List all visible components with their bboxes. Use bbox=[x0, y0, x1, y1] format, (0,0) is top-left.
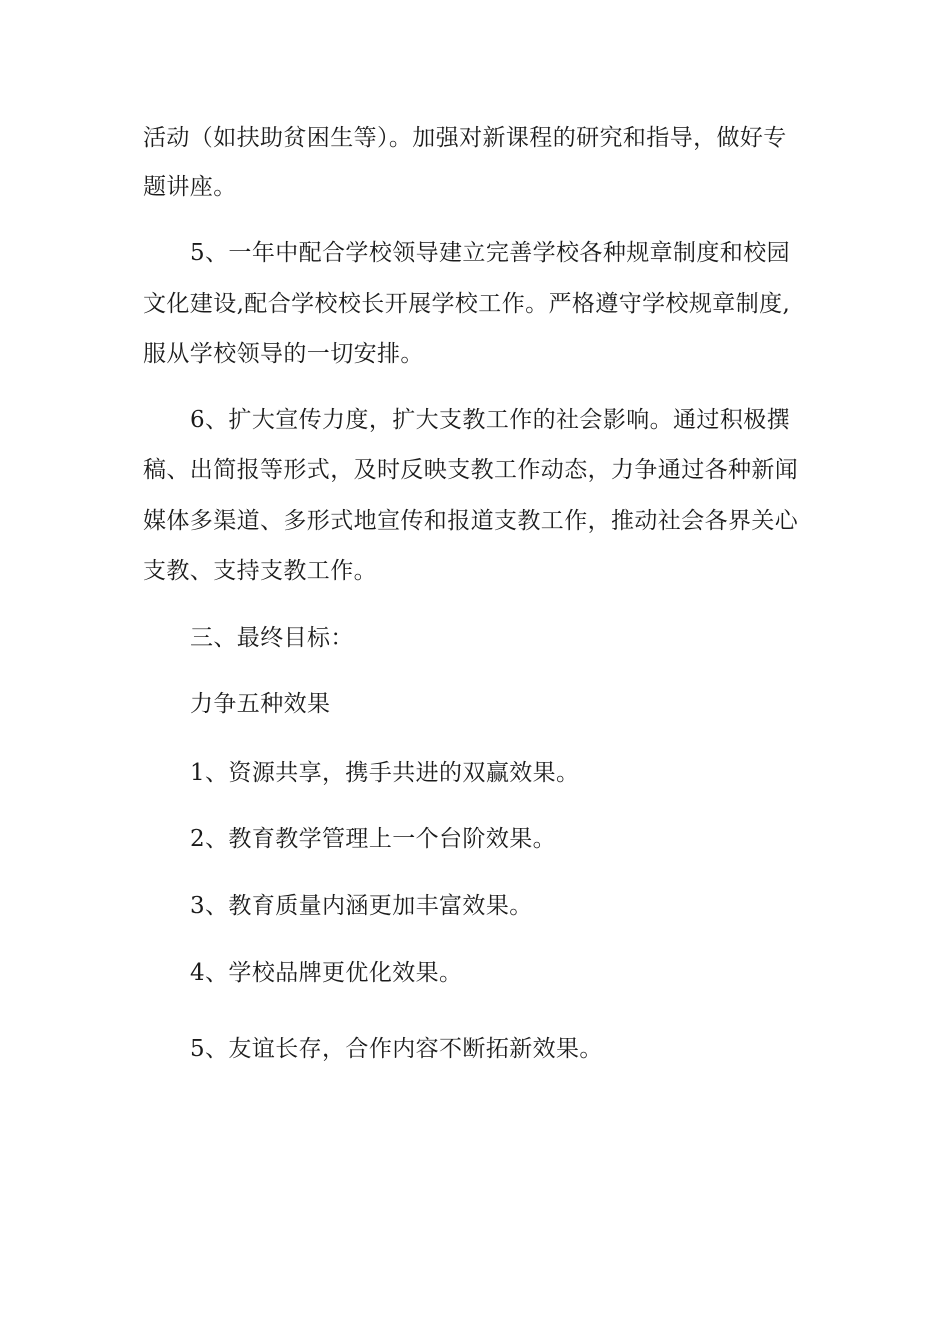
paragraph-line: 6、扩大宣传力度，扩大支教工作的社会影响。通过积极撰 bbox=[190, 407, 791, 433]
subheading: 力争五种效果 bbox=[190, 691, 331, 717]
paragraph-line: 服从学校领导的一切安排。 bbox=[143, 341, 424, 367]
paragraph-line: 5、一年中配合学校领导建立完善学校各种规章制度和校园 bbox=[190, 240, 791, 266]
list-item: 1、资源共享，携手共进的双赢效果。 bbox=[190, 760, 580, 786]
section-heading: 三、最终目标： bbox=[190, 625, 354, 651]
list-item: 4、学校品牌更优化效果。 bbox=[190, 960, 463, 986]
paragraph-line: 媒体多渠道、多形式地宣传和报道支教工作，推动社会各界关心 bbox=[143, 508, 799, 534]
paragraph-line: 支教、支持支教工作。 bbox=[143, 558, 377, 584]
list-item: 2、教育教学管理上一个台阶效果。 bbox=[190, 826, 557, 852]
paragraph-line: 文化建设,配合学校校长开展学校工作。严格遵守学校规章制度, bbox=[143, 291, 791, 317]
list-item: 5、友谊长存，合作内容不断拓新效果。 bbox=[190, 1036, 603, 1062]
list-item: 3、教育质量内涵更加丰富效果。 bbox=[190, 893, 533, 919]
paragraph-line: 题讲座。 bbox=[143, 174, 237, 200]
paragraph-line: 稿、出简报等形式，及时反映支教工作动态，力争通过各种新闻 bbox=[143, 457, 799, 483]
paragraph-line: 活动（如扶助贫困生等）。加强对新课程的研究和指导，做好专 bbox=[143, 125, 787, 151]
